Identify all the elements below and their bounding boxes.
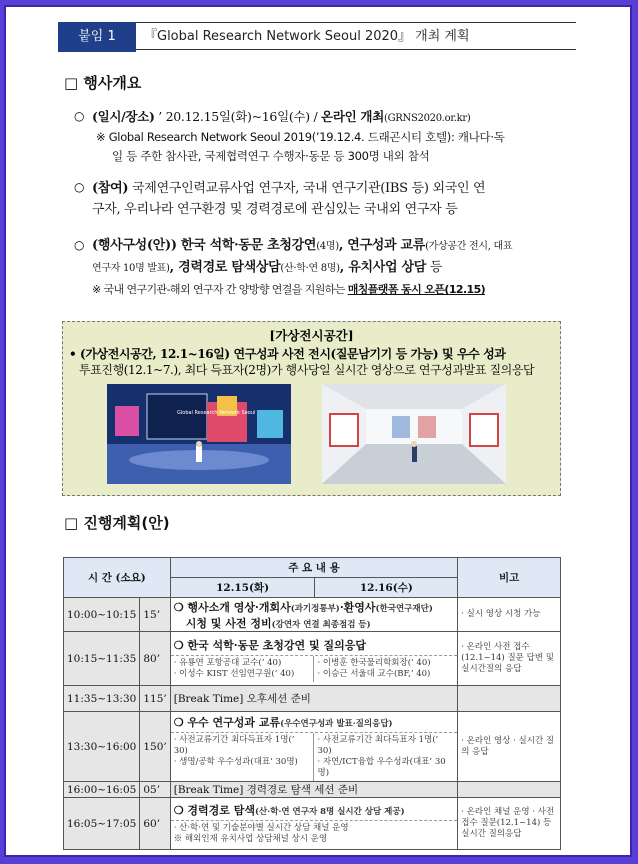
document-header [58,22,576,52]
schedule-table [63,557,561,850]
header-content: 주 요 내 용 [170,558,458,578]
stage-caption: Global Research Network Seoul [177,410,256,416]
table-row: 13:30~16:00 150’ ❍ 우수 연구성과 교류(우수연구성과 발표·질의응답) · 사전교류기간 최다득표자 1명(’ 30) · 생명/공학 우수성과(대표’ 30명) · 사전교류기간 최다득표자 1명(’ 30) · 자연/ICT융합 우수성과(대표’ 30명) · 온라인 영상 · 실시간 질의 응답 [64,712,561,782]
item-participants: (참여) 국제연구인력교류사업 연구자, 국내 연구기관(IBS 등) 외국인 연 구자, 우리나라 연구환경 및 경력경로에 관심있는 국내외 연구자 등 [92,181,486,217]
document-title: 『Global Research Network Seoul 2020』 개최 계획 [136,22,576,50]
table-row: 10:00~10:15 15’ ❍ 행사소개 영상·개회사(과기정통부)·환영사(한국연구재단) 시청 및 사전 정비(강연자 연결 최종점검 등) · 실시 영상 시청 가능 [64,598,561,632]
virtual-box-text: • (가상전시공간, 12.1~16일) 연구성과 사전 전시(질문남기기 등 가능) 및 우수 성과 투표진행(12.1~7.), 최다 득표자(2명)가 행사당일 실시간 영상으로 연구성과발표 질의응답 [69,347,535,377]
table-row: 16:00~16:05 05’ [Break Time] 경력경로 탐색 세션 준비 [64,782,561,798]
item1-url: (GRNS2020.or.kr) [383,113,471,124]
table-row: 10:15~11:35 80’ ❍ 한국 석학·동문 초청강연 및 질의응답 · 유룡연 포항공대 교수(’ 40) · 이성수 KIST 선임연구원(’ 40) · 이병훈 한국물리학회장(’ 40) · 이승근 서울대 교수(BF,’ 40) · 온라인 사전 접수 (12.1~14) 질문 답변 및 실시간질의 응답 [64,632,561,686]
circle-bullet-icon: ○ [74,180,85,194]
header-day2: 12.16(수) [315,578,458,598]
circle-bullet-icon: ○ [74,109,85,123]
item3-note: ※ 국내 연구기관-해외 연구자 간 양방향 연결을 지원하는 매칭플랫폼 동시 오픈(12.15) [92,283,486,296]
table-row: 11:35~13:30 115’ [Break Time] 오후세션 준비 [64,686,561,712]
item1-note: ※ Global Research Network Seoul 2019(’19.12.4. 드래곤시티 호텔): 캐나다·독 일 등 주한 참사관, 국제협력연구 수행자·동문 등 300명 내외 참석 [96,130,505,163]
table-row: 16:05~17:05 60’ ❍ 경력경로 탐색(산·학·연 연구자 8명 실시간 상담 제공) · 산·학·연 및 기술분야별 실시간 상담 채널 운영 ※ 해외인재 유치사업 상담채널 상시 운영 · 온라인 채널 운영 · 사전접수 질문(12.1~14) 등 실시간 질의응답 [64,798,561,850]
item1-date: ’ 20.12.15일(화)~16일(수) / [154,109,322,124]
stage-illustration [107,384,291,484]
header-day1: 12.15(화) [170,578,315,598]
attachment-tag: 붙임 1 [58,22,136,52]
header-note: 비고 [458,558,561,598]
section-overview-title: □ 행사개요 [64,74,142,92]
item1-label: (일시/장소) [92,109,155,124]
item1-online: 온라인 개최 [321,109,384,124]
item-date-place [92,107,572,128]
matching-platform-link[interactable]: 매칭플랫폼 동시 오픈(12.15) [347,283,486,296]
virtual-gallery-image [322,384,506,484]
gallery-illustration [322,384,506,484]
section-schedule-title: □ 진행계획(안) [64,514,170,532]
header-time: 시 간 (소요) [64,558,171,598]
item-program: (행사구성(안)) 한국 석학·동문 초청강연(4명), 연구성과 교류(가상공간 전시, 대표 연구자 10명 발표), 경력경로 탐색상담(산·학·연 8명), 유치사업 상담 등 [92,238,513,275]
virtual-box-title: [가상전시공간] [269,328,354,343]
virtual-stage-image [107,384,291,484]
circle-bullet-icon: ○ [74,238,85,252]
